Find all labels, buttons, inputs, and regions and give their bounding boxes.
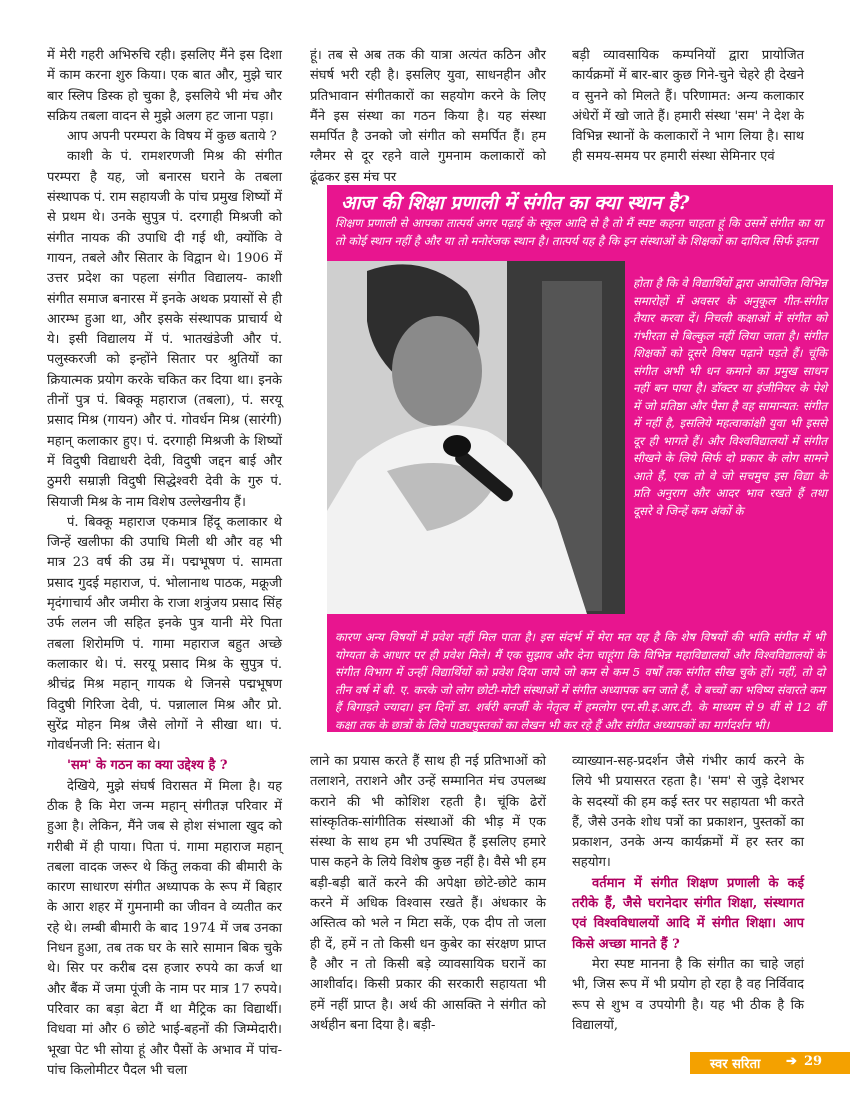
question-heading: 'सम' के गठन का क्या उद्देश्य है ? [67,758,228,774]
column-middle-bottom [310,752,546,1036]
paragraph: देखिये, मुझे संघर्ष विरासत में मिला है। यह ठीक है कि मेरा जन्म महान् संगीतज्ञ परिवार में हुआ है। लेकिन, मैंने जब से होश संभाला खुद को गरीबी में ही पाया। पिता पं. गामा महाराज महान् तबला वादक जरूर थे किंतु लकवा की बीमारी के कारण साधारण संगीत अध्यापक के रूप में बिहार के आरा शहर में गुमनामी का जीवन वे व्यतीत कर रहे थे। लम्बी बीमारी के बाद 1974 में जब उनका निधन हुआ, तब तक घर के सारे सामान बिक चुके थे। सिर पर करीब दस हजार रुपये का कर्ज था और बैंक में जमा पूंजी के नाम पर मात्र 17 रुपये। परिवार का बड़ा बेटा मैं था मैट्रिक का विद्यार्थी। विधवा मां और 6 छोटे भाई-बहनों की जिम्मेदारी। भूखा पेट भी सोया हूं और पैसों के अभाव में पांच-पांच किलोमीटर पैदल भी चला [47,778,282,1078]
arrow-icon: ➔ [786,1054,797,1069]
paragraph: बड़ी व्यावसायिक कम्पनियों द्वारा प्रायोजित कार्यक्रमों में बार-बार कुछ गिने-चुने चेहरे ही देखने व सुनने को मिलते हैं। परिणामत: अन्य कलाकार अंधेरों में खो जाते हैं। हमारी संस्था 'सम' ने देश के विभिन्न स्थानों के कलाकारों ने भाग लिया है। साथ ही समय-समय पर हमारी संस्था सेमिनार एवं [572,48,804,165]
box-title: आज की शिक्षा प्रणाली में संगीत का क्या स्थान है? [341,192,690,214]
paragraph: पं. बिक्कू महाराज एकमात्र हिंदू कलाकार थे जिन्हें खलीफा की उपाधि मिली थी और वह भी मात्र 23 वर्ष की उम्र में। पद्मभूषण पं. सामता प्रसाद गुदई महाराज, पं. भोलानाथ पाठक, मक्रूजी मृदंगाचार्य और जमीरा के राजा शत्रुंजय प्रसाद सिंह उर्फ ललन जी सहित इनके पुत्र यानी मेरे पिता तबला शिरोमणि पं. गामा महाराज बहुत अच्छे कलाकार थे। पं. सरयू प्रसाद मिश्र के सुपुत्र पं. श्रीचंद्र मिश्र महान् गायक थे जिनसे पद्मभूषण विदुषी गिरिजा देवी, पं. पन्नालाल मिश्र और प्रो. सुरेंद्र मोहन मिश्र जैसे लोगों ने सीखा था। पं. गोवर्धनजी नि: संतान थे। [47,514,282,754]
paragraph: हूं। तब से अब तक की यात्रा अत्यंत कठिन और संघर्ष भरी रही है। इसलिए युवा, साधनहीन और प्रतिभावान संगीतकारों का सहयोग करने के लिए मैंने इस संस्था का गठन किया है। यह संस्था समर्पित है उनको जो संगीत को समर्पित हैं। हम ग्लैमर से दूर रहने वाले गुमनाम कलाकारों को ढूंढकर इस मंच पर [310,48,546,185]
column-right-top [572,46,804,168]
paragraph: में मेरी गहरी अभिरुचि रही। इसलिए मैंने इस दिशा में काम करना शुरु किया। एक बात और, मुझे चार बार स्लिप डिस्क हो चुका है, इसलिये भी मंच और सक्रिय तबला वादन से मुझे अलग हट जाना पड़ा। [47,48,282,124]
paragraph: व्याख्यान-सह-प्रदर्शन जैसे गंभीर कार्य करने के लिये भी प्रयासरत रहता है। 'सम' से जुड़े देशभर के सदस्यों की हम कई स्तर पर सहायता भी करते हैं, जैसे उनके शोध पत्रों का प्रकाशन, पुस्तकों का प्रकाशन, उनके अन्य कार्यक्रमों में हर स्तर का सहयोग। [572,754,804,871]
box-intro: शिक्षण प्रणाली से आपका तात्पर्य अगर पढ़ाई के स्कूल आदि से है तो मैं स्पष्ट कहना चाहता हूं कि उसमें संगीत का या तो कोई स्थान नहीं है और या तो मनोरंजक स्थान है। तात्पर्य यह है कि इन संस्थाओं के शिक्षकों का दायित्व सिर्फ इतना [335,216,823,248]
question-heading: आप अपनी परम्परा के विषय में कुछ बताये ? [67,129,277,145]
column-middle-top [310,46,546,188]
column-right-bottom [572,752,804,1036]
paragraph: लाने का प्रयास करते हैं साथ ही नई प्रतिभाओं को तलाशने, तराशने और उन्हें सम्मानित मंच उपलब्ध कराने की भी कोशिश रहती है। चूंकि ढेरों सांस्कृतिक-सांगीतिक संस्थाओं की भीड़ में एक संस्था के साथ हम भी उपस्थित हैं इसलिए हमारे पास कहने के लिये विशेष कुछ नहीं है। वैसे भी हम बड़ी-बड़ी बातें करने की अपेक्षा छोटे-छोटे काम करने में अधिक विश्वास रखते हैं। अंधकार के अस्तित्व को भले न मिटा सकें, एक दीप तो जला ही दें, हमें न तो किसी धन कुबेर का संरक्षण प्राप्त है और न तो किसी बड़े व्यावसायिक घरानें का आशीर्वाद। किसी प्रकार की सरकारी सहायता भी हमें नहीं प्राप्त है। अर्थ की आसक्ति ने संगीत को अर्थहीन बना दिया है। बड़ी- [310,754,546,1033]
musician-photo [327,261,625,614]
page-footer [690,1052,850,1074]
box-bottom-text: कारण अन्य विषयों में प्रवेश नहीं मिल पाता है। इस संदर्भ में मेरा मत यह है कि शेष विषयों की भांति संगीत में भी योग्यता के आधार पर ही प्रवेश मिले। मैं एक सुझाव और देना चाहूंगा कि विभिन्न महाविद्यालयों और विश्वविद्यालयों के संगीत विभाग में उन्हीं विद्यार्थियों को प्रवेश दिया जाये जो कम से कम 5 वर्षों तक संगीत सीख चुके हों। नहीं, तो दो तीन वर्ष में बी. ए. करके जो लोग छोटी-मोटी संस्थाओं में संगीत अध्यापक बन जाते हैं, वे बच्चों का भविष्य संवारते कम हैं बिगाड़ते ज्यादा। इन दिनों डा. शर्बरी बनर्जी के नेतृत्व में हमलोग एन.सी.इ.आर.टी. के माध्यम से 9 वीं से 12 वीं कक्षा तक के छात्रों के लिये पाठ्यपुस्तकों का लेखन भी कर रहे हैं और संगीत अध्यापकों का मार्गदर्शन भी। [335,630,825,732]
question-heading: वर्तमान में संगीत शिक्षण प्रणाली के कई तरीके हैं, जैसे घरानेदार संगीत शिक्षा, संस्थागत एवं विश्वविधालयों आदि में संगीत शिक्षा। आप किसे अच्छा मानते हैं ? [572,875,804,952]
paragraph: काशी के पं. रामशरणजी मिश्र की संगीत परम्परा है यह, जो बनारस घराने के तबला संस्थापक पं. राम सहायजी के पांच प्रमुख शिष्यों में से प्रथम थे। उनके सुपुत्र पं. दरगाही मिश्रजी को संगीत नायक की उपाधि दी गई थी, क्योंकि वे गायन, तबले और सितार के विद्वान थे। 1906 में उत्तर प्रदेश का पहला संगीत विद्यालय- काशी संगीत समाज बनारस में इनके अथक प्रयासों से ही आरम्भ हुआ था, और इसके संस्थापक प्राचार्य थे ये। इसी विद्यालय में पं. भातखंडेजी और पं. पलुस्करजी को इन्होंने सितार पर श्रुतियों का क्रियात्मक प्रयोग करके चकित कर दिया था। इनके तीनों पुत्र पं. बिक्कू महाराज (तबला), पं. सरयू प्रसाद मिश्र (गायन) और पं. गोवर्धन मिश्र (सारंगी) महान् कलाकार हुए। पं. दरगाही मिश्रजी के शिष्यों में विदुषी विद्याधरी देवी, विदुषी जद्दन बाई और ठुमरी सम्राज्ञी विदुषी सिद्धेश्वरी देवी के गुरु पं. सियाजी मिश्र के नाम विशेष उल्लेखनीय हैं। [47,149,282,510]
column-left [47,46,282,1081]
magazine-name: स्वर सरिता [710,1057,761,1072]
page-number: 29 [804,1054,823,1069]
paragraph: मेरा स्पष्ट मानना है कि संगीत का चाहे जहां भी, जिस रूप में भी प्रयोग हो रहा है वह निर्विवाद रूप से शुभ व उपयोगी है। यह भी ठीक है कि विद्यालयों, [572,956,804,1033]
highlight-box [327,185,833,732]
singer-image [327,261,625,614]
box-side-text: होता है कि वे विद्यार्थियों द्वारा आयोजित विभिन्न समारोहों में अवसर के अनुकूल गीत-संगीत तैयार करवा दें। निचली कक्षाओं में संगीत को गंभीरता से बिल्कुल नहीं लिया जाता है। संगीत शिक्षकों को दूसरे विषय पढ़ाने पड़ते हैं। चूंकि संगीत अभी भी धन कमाने का प्रमुख साधन नहीं बन पाया है। डॉक्टर या इंजीनियर के पेशे में जो प्रतिष्ठा और पैसा है वह सामान्यत: संगीत में नहीं है, इसलिये महत्वाकांक्षी युवा भी इससे दूर ही भागते हैं। और विश्वविद्यालयों में संगीत सीखने के लिये सिर्फ दो प्रकार के लोग सामने आते हैं, एक तो वे जो सचमुच इस विद्या के प्रति अनुराग और आदर भाव रखते हैं तथा दूसरे वे जिन्हें कम अंकों के [633,276,827,518]
